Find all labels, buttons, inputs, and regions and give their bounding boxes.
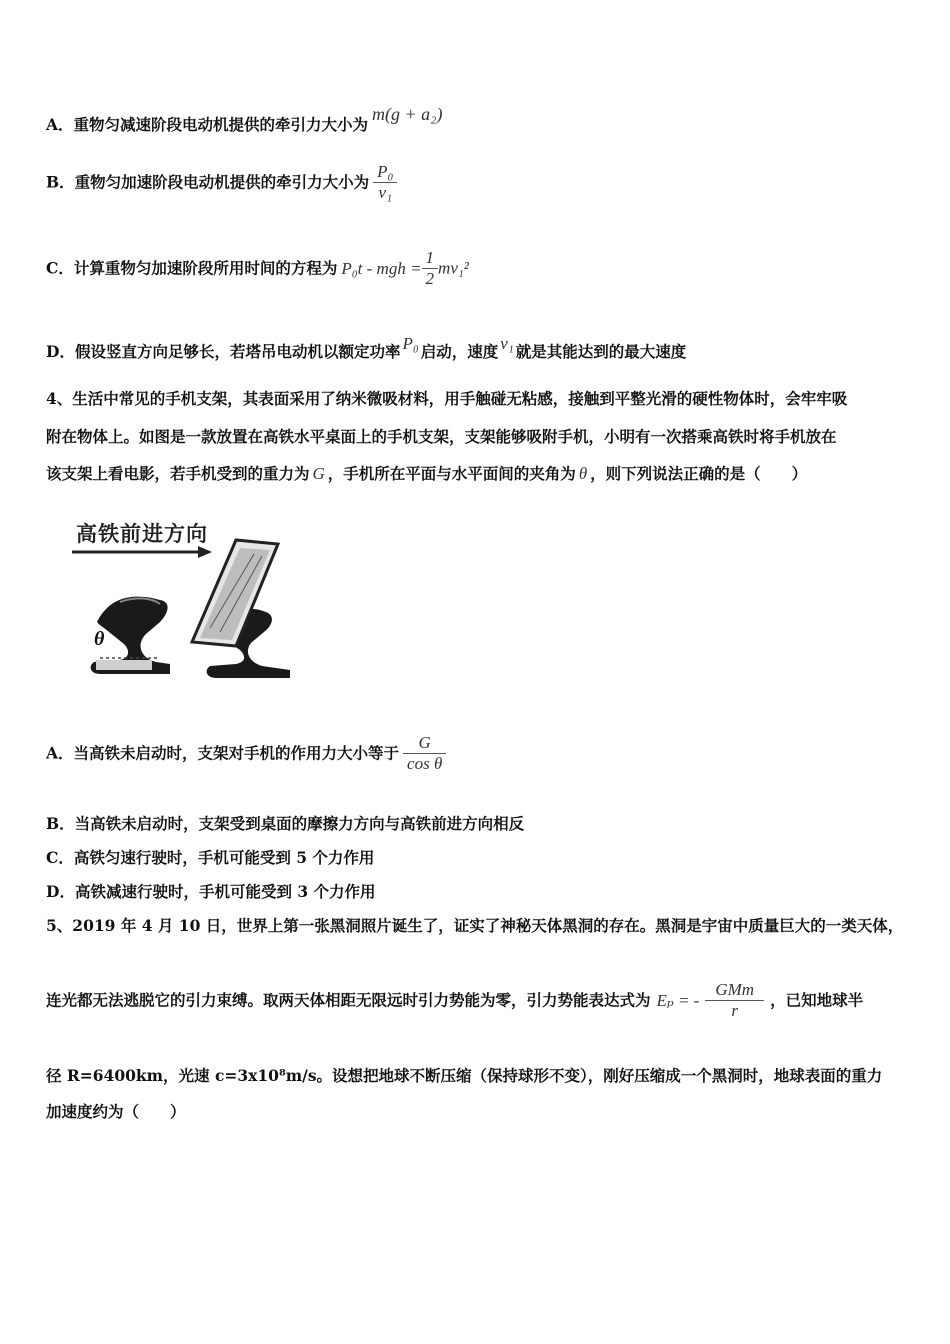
- frac-denominator: r: [705, 1000, 764, 1021]
- formula-p0-over-v1: [373, 162, 397, 203]
- frac-denominator: v₁: [373, 182, 397, 203]
- q5-stem-line-1: 5、2019 年 4 月 10 日，世界上第一张黑洞照片诞生了，证实了神秘天体黑洞的存在。黑洞是宇宙中质量巨大的一类天体，: [46, 916, 904, 935]
- figure-drawing: [60, 510, 300, 690]
- symbol-g: G: [312, 464, 325, 483]
- stem-text: 该支架上看电影，若手机受到的重力为: [46, 464, 310, 483]
- option-label: C．: [46, 848, 74, 867]
- q3-option-d: [46, 334, 687, 362]
- option-text: 当高铁未启动时，支架受到桌面的摩擦力方向与高铁前进方向相反: [74, 814, 525, 833]
- symbol-p0: P₀: [402, 334, 419, 353]
- stand-with-phone-icon: [192, 540, 290, 678]
- stem-text: ，则下列说法正确的是（ ）: [590, 464, 808, 483]
- symbol-v1: v₁: [500, 334, 514, 353]
- q4-option-a: [46, 733, 446, 774]
- option-label: A．: [46, 743, 74, 763]
- option-text: 重物匀减速阶段电动机提供的牵引力大小为: [73, 115, 369, 134]
- formula-traction-decel: m(g + a₂): [372, 104, 443, 124]
- q4-option-b: [46, 814, 524, 834]
- option-label: D．: [46, 342, 75, 361]
- q3-option-b: [46, 162, 397, 203]
- q4-option-c: [46, 848, 374, 868]
- frac-numerator: P₀: [377, 162, 394, 181]
- option-text: 启动，速度: [420, 342, 499, 361]
- option-text: 高铁减速行驶时，手机可能受到 3 个力作用: [74, 882, 376, 901]
- direction-arrow-icon: [72, 546, 212, 558]
- option-label: B．: [46, 172, 75, 192]
- option-label: B．: [46, 814, 75, 833]
- frac-denominator: 2: [422, 268, 439, 289]
- formula-gmm-over-r: [705, 980, 764, 1021]
- stem-text: 连光都无法逃脱它的引力束缚。取两天体相距无限远时引力势能为零，引力势能表达式为: [46, 990, 651, 1010]
- formula-g-over-cos-theta: [403, 733, 446, 774]
- formula-half: [422, 248, 439, 289]
- option-label: C．: [46, 258, 74, 278]
- q4-stem-line-1: 4、生活中常见的手机支架，其表面采用了纳米微吸材料，用手触碰无粘感，接触到平整光滑的硬性物体时，会牢牢吸: [46, 389, 848, 408]
- option-text: 计算重物匀加速阶段所用时间的方程为: [73, 258, 338, 278]
- option-label: D．: [46, 882, 75, 901]
- q4-option-d: [46, 882, 376, 902]
- q4-stem-line-2: 附在物体上。如图是一款放置在高铁水平桌面上的手机支架，支架能够吸附手机，小明有一次搭乘高铁时将手机放在: [46, 427, 837, 446]
- option-text: 就是其能达到的最大速度: [515, 342, 687, 361]
- symbol-theta: θ: [578, 464, 588, 483]
- q5-stem-line-3: 径 R=6400km，光速 c=3x10⁸m/s。设想把地球不断压缩（保持球形不变），刚好压缩成一个黑洞时，地球表面的重力: [46, 1066, 883, 1085]
- q3-option-c: [46, 248, 469, 289]
- angle-theta-label: θ: [94, 628, 105, 650]
- q5-stem-line-2: [46, 980, 863, 1021]
- frac-numerator: GMm: [715, 980, 755, 999]
- figure-label: 高铁前进方向: [76, 522, 208, 546]
- frac-denominator: cos θ: [403, 753, 446, 774]
- frac-numerator: G: [418, 733, 431, 752]
- formula-left: P₀t - mgh =: [341, 258, 422, 278]
- option-label: A．: [46, 115, 74, 134]
- q5-stem-line-4: 加速度约为（ ）: [46, 1102, 186, 1121]
- q3-option-a: [46, 104, 443, 135]
- stem-text: ，手机所在平面与水平面间的夹角为: [327, 464, 576, 483]
- option-text: 当高铁未启动时，支架对手机的作用力大小等于: [73, 743, 400, 763]
- formula-ep-left: Eₚ = -: [656, 990, 700, 1010]
- formula-right: mv₁²: [438, 258, 469, 278]
- option-text: 高铁匀速行驶时，手机可能受到 5 个力作用: [73, 848, 375, 867]
- phone-stand-figure: [60, 510, 300, 690]
- stem-text: ，已知地球半: [770, 990, 864, 1010]
- q4-stem-line-3: [46, 464, 807, 484]
- option-text: 假设竖直方向足够长，若塔吊电动机以额定功率: [74, 342, 401, 361]
- frac-numerator: 1: [425, 248, 435, 267]
- option-text: 重物匀加速阶段电动机提供的牵引力大小为: [74, 172, 370, 192]
